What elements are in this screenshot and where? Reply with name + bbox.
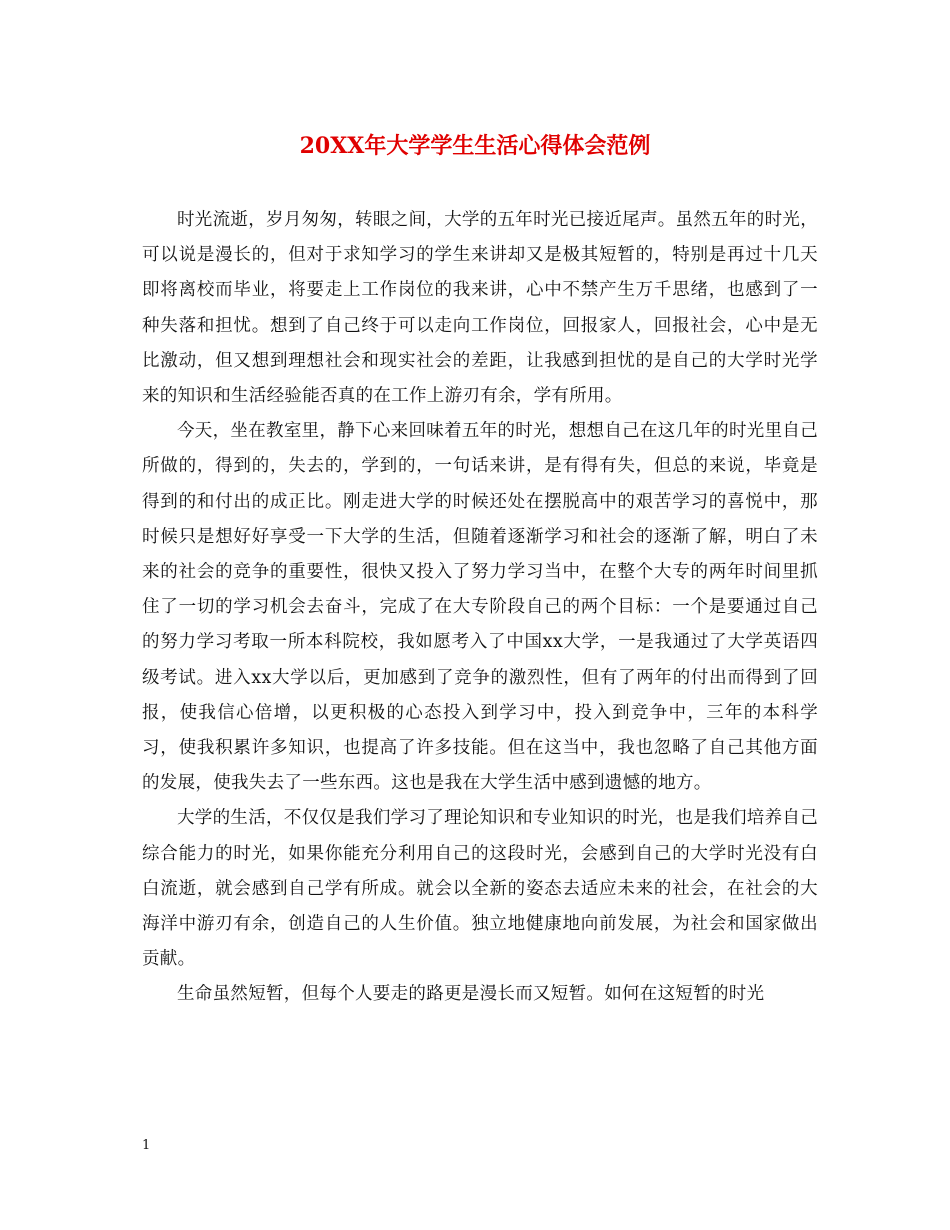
page-title: 20XX年大学学生生活心得体会范例: [299, 133, 651, 159]
document-body: [142, 203, 818, 1013]
paragraph-1: 时光流逝，岁月匆匆，转眼之间，大学的五年时光已接近尾声。虽然五年的时光，可以说是漫长的，但对于求知学习的学生来讲却又是极其短暂的，特别是再过十几天即将离校而毕业，将要走上工作岗位的我来讲，心中不禁产生万千思绪，也感到了一种失落和担忧。想到了自己终于可以走向工作岗位，回报家人，回报社会，心中是无比激动，但又想到理想社会和现实社会的差距，让我感到担忧的是自己的大学时光学来的知识和生活经验能否真的在工作上游刃有余，学有所用。: [142, 210, 818, 407]
page-number: 1: [142, 1138, 151, 1153]
paragraph-3: 大学的生活，不仅仅是我们学习了理论知识和专业知识的时光，也是我们培养自己综合能力的时光，如果你能充分利用自己的这段时光，会感到自己的大学时光没有白白流逝，就会感到自己学有所成。就会以全新的姿态去适应未来的社会，在社会的大海洋中游刃有余，创造自己的人生价值。独立地健康地向前发展，为社会和国家做出贡献。: [142, 808, 818, 970]
paragraph-4: 生命虽然短暂，但每个人要走的路更是漫长而又短暂。如何在这短暂的时光: [177, 984, 765, 1005]
paragraph-2: 今天，坐在教室里，静下心来回味着五年的时光，想想自己在这几年的时光里自己所做的，得到的，失去的，学到的，一句话来讲，是有得有失，但总的来说，毕竟是得到的和付出的成正比。刚走进大学的时候还处在摆脱高中的艰苦学习的喜悦中，那时候只是想好好享受一下大学的生活，但随着逐渐学习和社会的逐渐了解，明白了未来的社会的竞争的重要性，很快又投入了努力学习当中，在整个大专的两年时间里抓住了一切的学习机会去奋斗，完成了在大专阶段自己的两个目标：一个是要通过自己的努力学习考取一所本科院校，我如愿考入了中国xx大学，一是我通过了大学英语四级考试。进入xx大学以后，更加感到了竞争的激烈性，但有了两年的付出而得到了回报，使我信心倍增，以更积极的心态投入到学习中，投入到竞争中，三年的本科学习，使我积累许多知识，也提高了许多技能。但在这当中，我也忽略了自己其他方面的发展，使我失去了一些东西。这也是我在大学生活中感到遗憾的地方。: [142, 421, 818, 794]
